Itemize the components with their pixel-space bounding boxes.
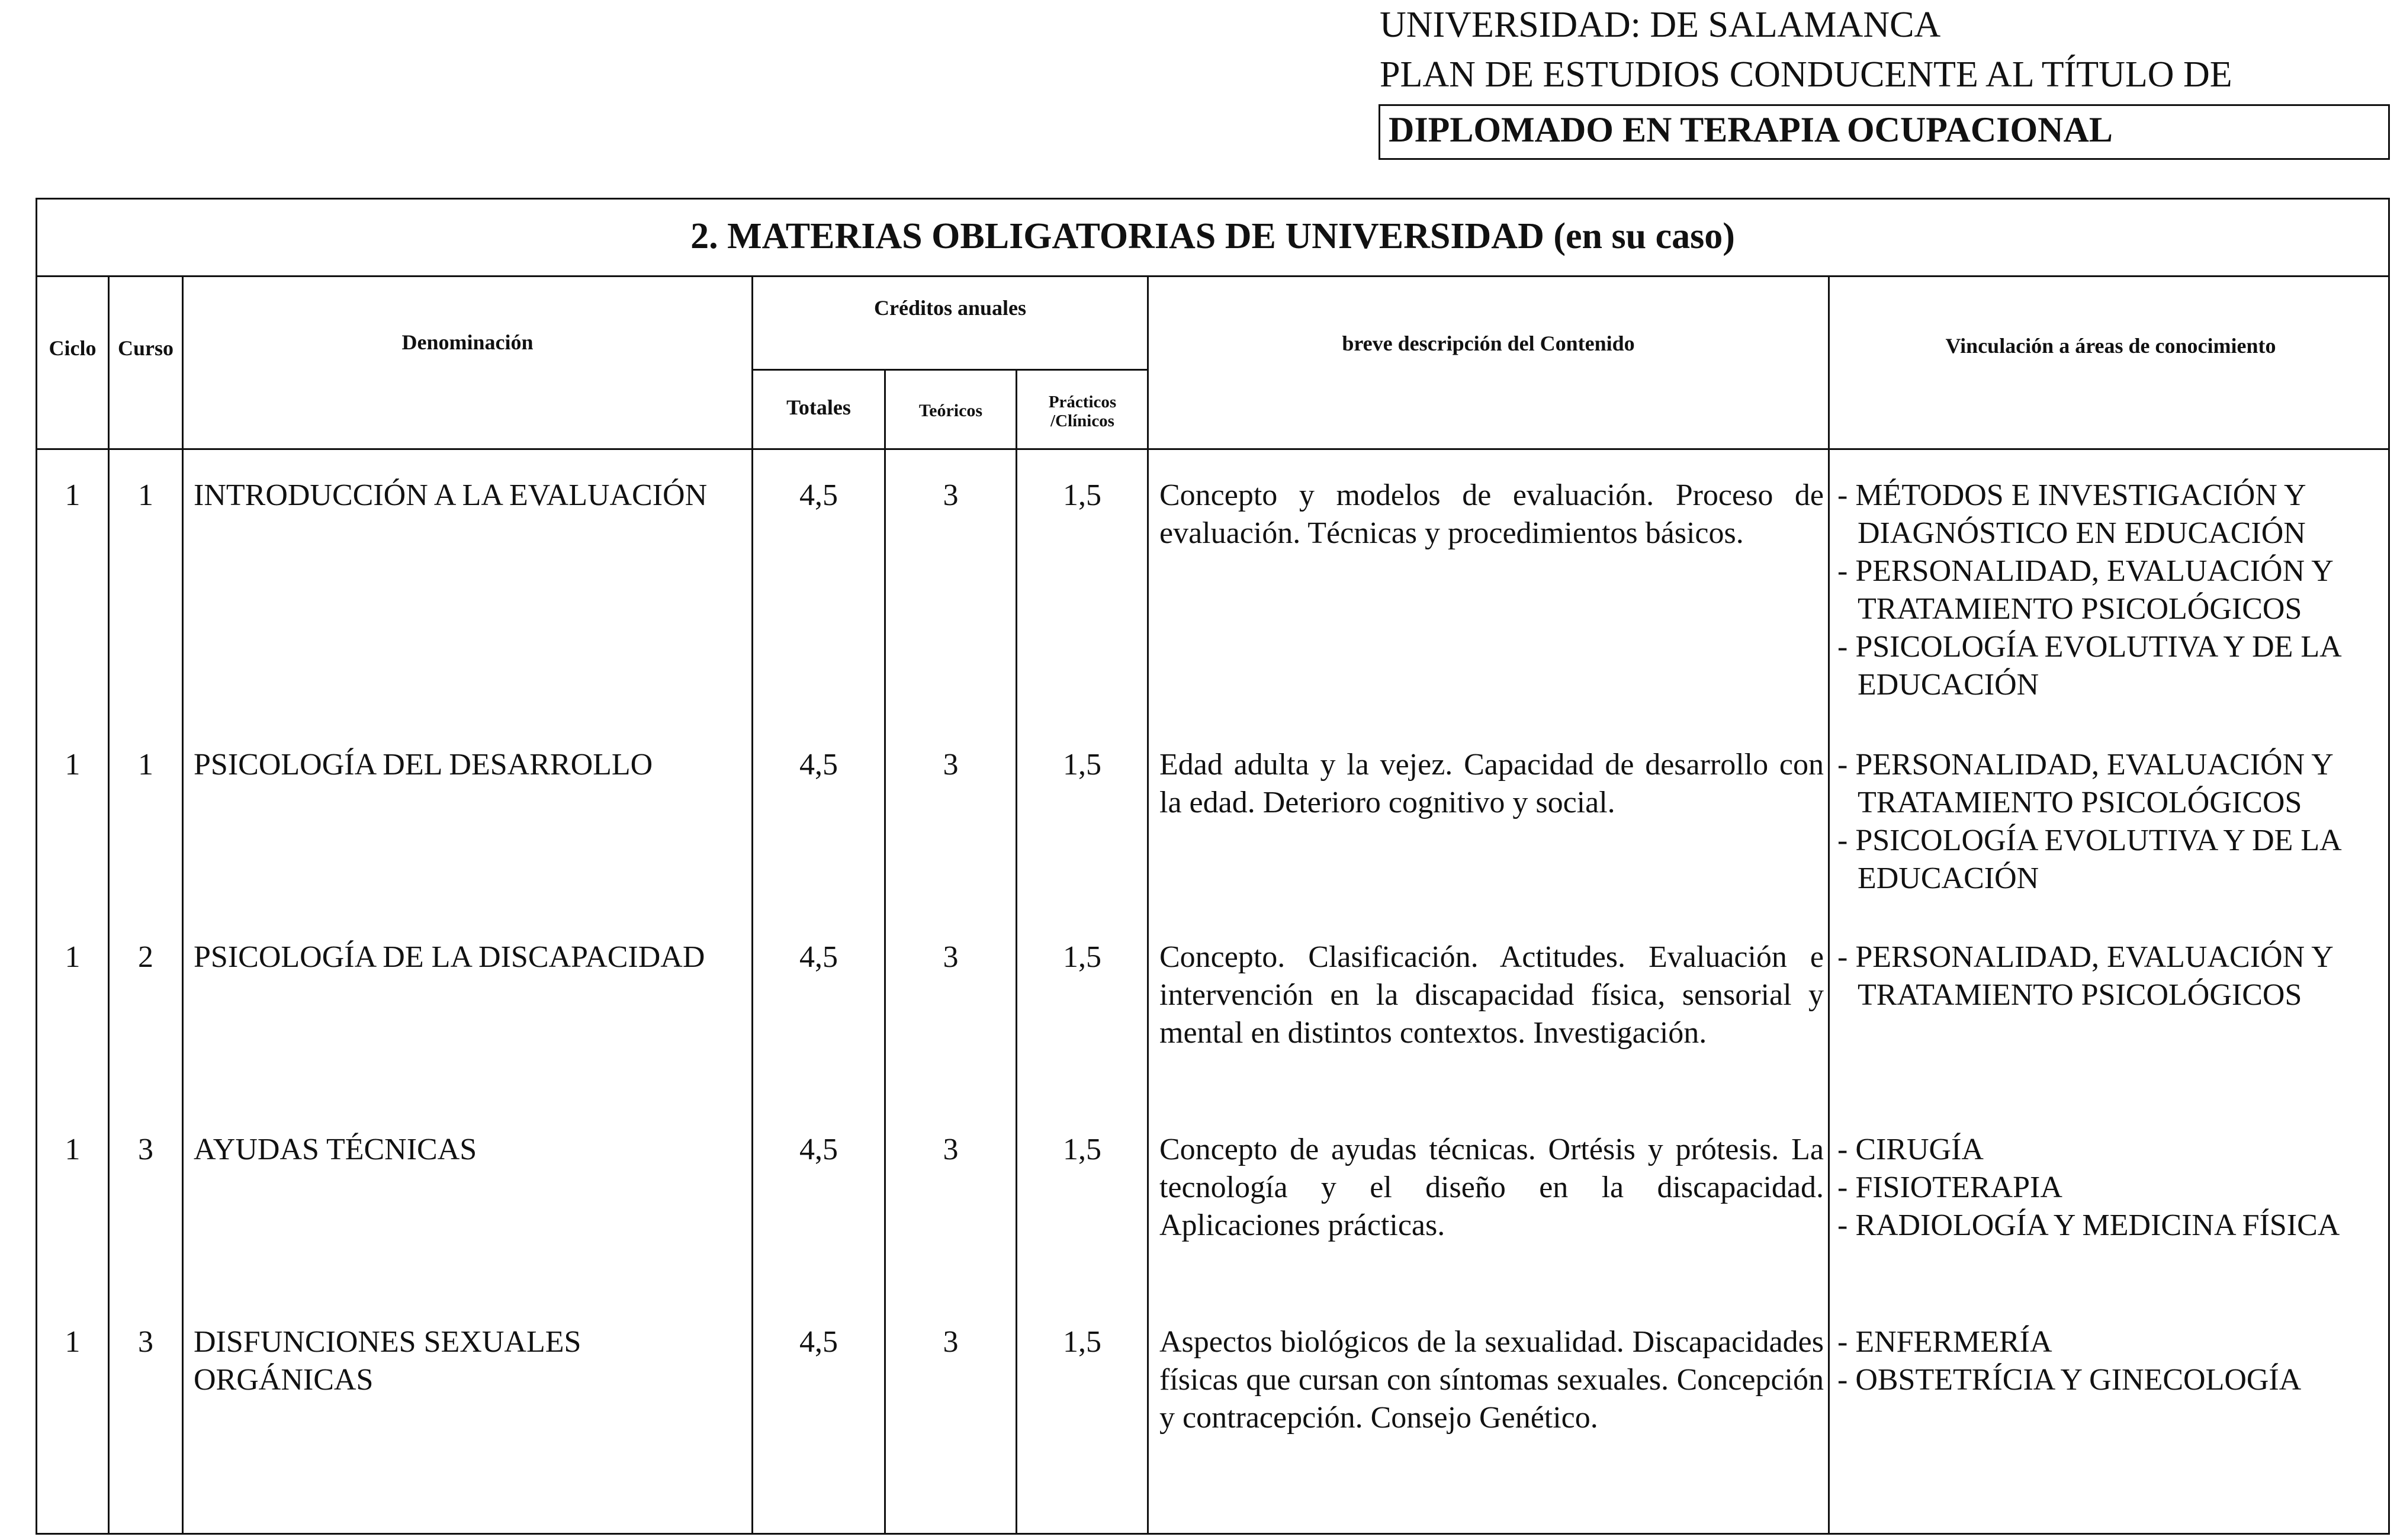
degree-title: DIPLOMADO EN TERAPIA OCUPACIONAL: [1389, 110, 2113, 149]
title-divider: [37, 275, 2388, 277]
row-descripcion: Edad adulta y la vejez. Capacidad de desarrollo con la edad. Deterioro cognitivo y social.: [1159, 748, 1824, 819]
row-areas: [1837, 1131, 2388, 1245]
row-denominacion: DISFUNCIONES SEXUALES ORGÁNICAS: [194, 1325, 581, 1397]
header-vinculacion: Vinculación a áreas de conocimiento: [1945, 334, 2276, 358]
row-descripcion: Concepto. Clasificación. Actitudes. Evaluación e intervención en la discapacidad física, sensorial y mental en distintos contextos. Investigación.: [1159, 940, 1824, 1050]
row-practicos: 1,5: [1063, 1325, 1101, 1359]
row-denominacion: AYUDAS TÉCNICAS: [194, 1133, 477, 1166]
row-ciclo: 1: [65, 478, 81, 512]
degree-title-box: [1379, 104, 2390, 160]
header-denominacion: Denominación: [401, 330, 534, 354]
plan-title: PLAN DE ESTUDIOS CONDUCENTE AL TÍTULO DE: [1380, 54, 2232, 95]
row-curso: 2: [138, 940, 153, 974]
row-denominacion: PSICOLOGÍA DE LA DISCAPACIDAD: [194, 940, 705, 974]
area-item: - MÉTODOS E INVESTIGACIÓN Y DIAGNÓSTICO EN EDUCACIÓN: [1837, 478, 2306, 550]
row-ciclo: 1: [65, 940, 81, 974]
header-totales: Totales: [786, 396, 851, 419]
area-item: - RADIOLOGÍA Y MEDICINA FÍSICA: [1837, 1208, 2340, 1242]
row-ciclo: 1: [65, 748, 81, 782]
area-item: - PERSONALIDAD, EVALUACIÓN Y TRATAMIENTO PSICOLÓGICOS: [1837, 748, 2332, 819]
row-teoricos: 3: [943, 940, 959, 974]
area-item: - PERSONALIDAD, EVALUACIÓN Y TRATAMIENTO PSICOLÓGICOS: [1837, 940, 2332, 1012]
row-denominacion: PSICOLOGÍA DEL DESARROLLO: [194, 748, 653, 782]
row-teoricos: 3: [943, 748, 959, 782]
document-header: [1380, 0, 2397, 99]
row-practicos: 1,5: [1063, 478, 1101, 512]
row-totales: 4,5: [799, 748, 838, 782]
header-curso: Curso: [117, 336, 173, 360]
row-totales: 4,5: [799, 940, 838, 974]
row-areas: [1837, 477, 2388, 704]
area-item: - PSICOLOGÍA EVOLUTIVA Y DE LA EDUCACIÓN: [1837, 630, 2340, 702]
area-item: - PSICOLOGÍA EVOLUTIVA Y DE LA EDUCACIÓN: [1837, 824, 2340, 895]
row-practicos: 1,5: [1063, 1133, 1101, 1166]
area-item: - PERSONALIDAD, EVALUACIÓN Y TRATAMIENTO PSICOLÓGICOS: [1837, 554, 2332, 626]
row-denominacion: INTRODUCCIÓN A LA EVALUACIÓN: [194, 478, 708, 512]
row-descripcion: Concepto y modelos de evaluación. Proceso de evaluación. Técnicas y procedimientos básicos.: [1159, 478, 1824, 550]
row-curso: 3: [138, 1133, 153, 1166]
row-ciclo: 1: [65, 1133, 81, 1166]
row-areas: [1837, 938, 2388, 1014]
row-areas: [1837, 746, 2388, 898]
row-descripcion: Concepto de ayudas técnicas. Ortésis y prótesis. La tecnología y el diseño en la discapacidad. Aplicaciones prácticas.: [1159, 1133, 1824, 1242]
column-divider: [1828, 277, 1830, 1533]
table-title: 2. MATERIAS OBLIGATORIAS DE UNIVERSIDAD (en su caso): [690, 216, 1735, 256]
area-item: - FISIOTERAPIA: [1837, 1171, 2062, 1204]
row-teoricos: 3: [943, 1133, 959, 1166]
row-totales: 4,5: [799, 1325, 838, 1359]
header-descripcion: breve descripción del Contenido: [1342, 332, 1635, 355]
header-teoricos: Teóricos: [918, 401, 983, 420]
header-practicos: Prácticos /Clínicos: [1048, 393, 1117, 430]
credits-divider: [751, 369, 1147, 371]
row-practicos: 1,5: [1063, 748, 1101, 782]
row-teoricos: 3: [943, 1325, 959, 1359]
university-name: UNIVERSIDAD: DE SALAMANCA: [1380, 5, 1941, 45]
row-practicos: 1,5: [1063, 940, 1101, 974]
area-item: - CIRUGÍA: [1837, 1133, 1984, 1166]
row-ciclo: 1: [65, 1325, 81, 1359]
area-item: - ENFERMERÍA: [1837, 1325, 2052, 1359]
row-curso: 1: [138, 478, 153, 512]
row-totales: 4,5: [799, 478, 838, 512]
row-teoricos: 3: [943, 478, 959, 512]
area-item: - OBSTETRÍCIA Y GINECOLOGÍA: [1837, 1363, 2302, 1397]
column-divider: [1147, 277, 1149, 1533]
header-creditos: Créditos anuales: [873, 296, 1026, 320]
subjects-table: [36, 198, 2390, 1535]
row-areas: [1837, 1323, 2388, 1399]
row-curso: 1: [138, 748, 153, 782]
row-descripcion: Aspectos biológicos de la sexualidad. Discapacidades físicas que cursan con síntomas sexuales. Concepción y contracepción. Consejo Genético.: [1159, 1325, 1824, 1435]
header-ciclo: Ciclo: [49, 336, 97, 360]
row-totales: 4,5: [799, 1133, 838, 1166]
row-curso: 3: [138, 1325, 153, 1359]
column-divider: [182, 277, 184, 1533]
header-divider: [37, 448, 2388, 450]
